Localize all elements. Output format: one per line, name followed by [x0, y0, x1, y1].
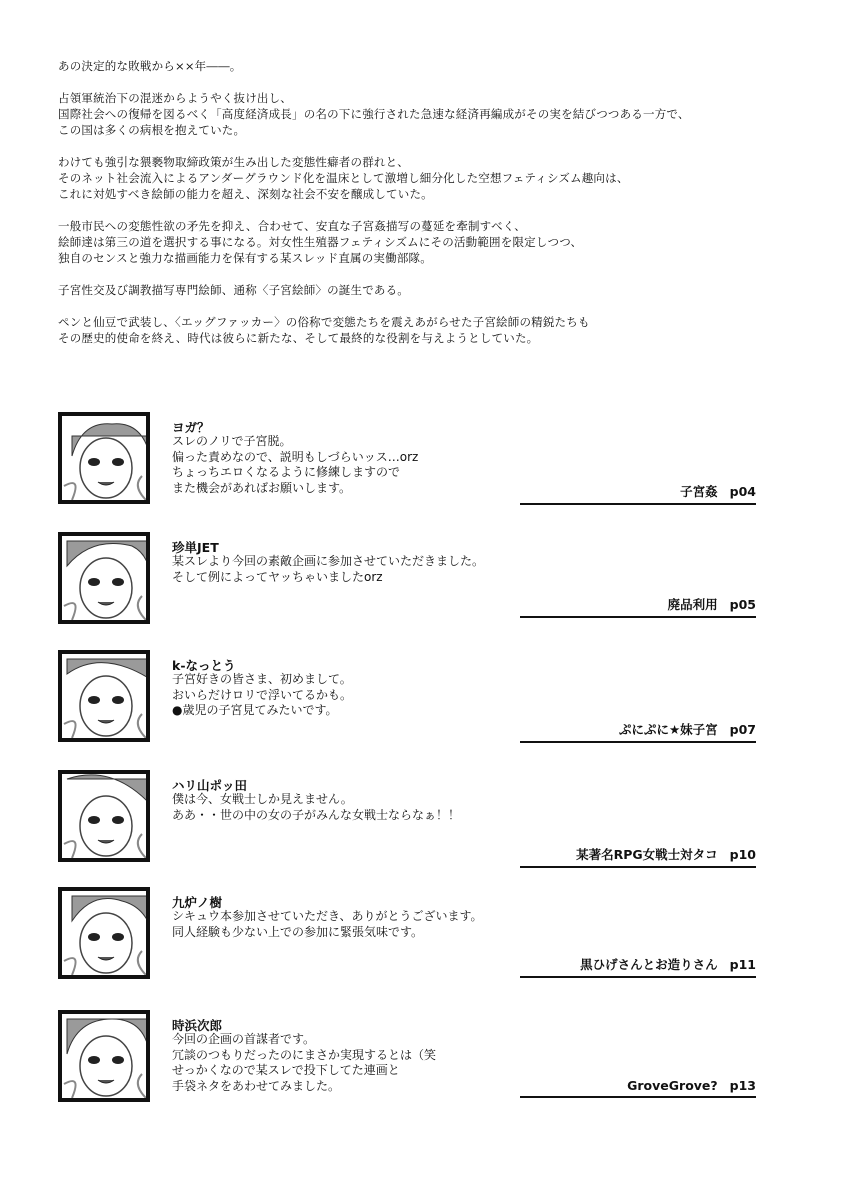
author-name: 珍単JET — [172, 540, 219, 555]
page-number: p04 — [729, 484, 756, 499]
comment-line: おいらだけロリで浮いてるかも。 — [172, 687, 353, 702]
intro-line: 絵師達は第三の道を選択する事になる。対女性生殖器フェティシズムにその活動範囲を限定しつつ、 — [58, 235, 583, 249]
intro-paragraph — [58, 218, 798, 266]
intro-line: あの決定的な敗戦から××年――。 — [58, 59, 242, 73]
intro-line: 子宮性交及び調教描写専門絵師、通称〈子宮絵師〉の誕生である。 — [58, 283, 409, 297]
work-title: ぷにぷに★妹子宮 — [618, 722, 718, 737]
author-comment — [172, 554, 484, 585]
intro-line: その歴史的使命を終え、時代は彼らに新たな、そして最終的な役割を与えようとしていた。 — [58, 331, 539, 345]
comment-line: また機会があればお願いします。 — [172, 480, 352, 495]
work-title-row — [520, 595, 756, 618]
author-comment — [172, 792, 460, 823]
page-number: p10 — [729, 847, 756, 862]
author-name: ハリ山ポッ田 — [172, 778, 248, 793]
page-number: p07 — [729, 722, 756, 737]
author-name: 時浜次郎 — [172, 1018, 223, 1033]
comment-line: スレのノリで子宮脱。 — [172, 434, 292, 448]
comment-line: 子宮好きの皆さま、初めまして。 — [172, 672, 352, 686]
page-number: p05 — [729, 597, 756, 612]
comment-line: 某スレより今回の素敵企画に参加させていただきました。 — [172, 554, 485, 568]
work-title: 子宮姦 — [680, 484, 718, 499]
intro-line: 一般市民への変態性欲の矛先を抑え、合わせて、安直な子宮姦描写の蔓延を牽制すべく、 — [58, 219, 526, 233]
contributor-entry — [58, 1010, 758, 1106]
author-comment — [172, 909, 483, 940]
author-name: ヨガ？ — [172, 420, 210, 435]
intro-paragraph — [58, 58, 798, 74]
work-title-row — [520, 955, 756, 978]
comment-line: ああ・・世の中の女の子がみんな女戦士ならなぁ！！ — [172, 807, 461, 822]
intro-line: ペンと仙豆で武装し、〈エッグファッカー〉の俗称で変態たちを震えあがらせた子宮絵師の精鋭たちも — [58, 315, 590, 329]
work-title: 某著名RPG女戦士対タコ — [576, 847, 718, 862]
author-portrait — [58, 412, 150, 504]
contributor-entry — [58, 887, 758, 983]
author-name: 九炉ノ樹 — [172, 895, 223, 910]
page-number: p13 — [729, 1078, 756, 1093]
author-comment — [172, 672, 352, 719]
intro-line: そのネット社会流入によるアンダーグラウンド化を温床として激増し細分化した空想フェティシズム趣向は、 — [58, 171, 629, 185]
intro-line: 国際社会への復帰を図るべく「高度経済成長」の名の下に強行された急速な経済再編成がその実を結びつつある一方で、 — [58, 107, 690, 121]
comment-line: 偏った責めなので、説明もしづらいッス…orz — [172, 449, 419, 464]
comment-line: 僕は今、女戦士しか見えません。 — [172, 792, 353, 806]
contributor-entry — [58, 412, 758, 508]
author-comment — [172, 1032, 436, 1094]
author-name: k-なっとう — [172, 658, 236, 673]
work-title: GroveGrove? — [627, 1078, 718, 1093]
comment-line: シキュウ本参加させていただき、ありがとうございます。 — [172, 909, 483, 923]
contributor-entry — [58, 770, 758, 866]
comment-line: せっかくなので某スレで投下してた連画と — [172, 1063, 400, 1077]
author-portrait — [58, 532, 150, 624]
comment-line: 冗談のつもりだったのにまさか実現するとは（笑 — [172, 1047, 437, 1062]
comment-line: 同人経験も少ない上での参加に緊張気味です。 — [172, 924, 424, 939]
work-title-row — [520, 720, 756, 743]
author-portrait — [58, 770, 150, 862]
comment-line: 手袋ネタをあわせてみました。 — [172, 1078, 341, 1093]
comment-line: ちょっちエロくなるように修練しますので — [172, 465, 401, 479]
intro-paragraph — [58, 154, 798, 202]
work-title-row — [520, 482, 756, 505]
author-comment — [172, 434, 418, 496]
intro-text — [58, 58, 798, 362]
author-portrait — [58, 1010, 150, 1102]
comment-line: 今回の企画の首謀者です。 — [172, 1032, 316, 1046]
work-title: 廃品利用 — [667, 597, 718, 612]
intro-line: これに対処すべき絵師の能力を超え、深刻な社会不安を醸成していた。 — [58, 187, 433, 201]
author-portrait — [58, 650, 150, 742]
work-title-row — [520, 1078, 756, 1098]
intro-line: 占領軍統治下の混迷からようやく抜け出し、 — [58, 91, 292, 105]
contributor-entry — [58, 650, 758, 746]
intro-paragraph — [58, 90, 798, 138]
work-title: 黒ひげさんとお造りさん — [580, 957, 718, 972]
intro-paragraph — [58, 314, 798, 346]
contributor-entry — [58, 532, 758, 628]
intro-line: わけても強引な猥褻物取締政策が生み出した変態性癖者の群れと、 — [58, 155, 409, 169]
page-number: p11 — [729, 957, 756, 972]
comment-line: ●歳児の子宮見てみたいです。 — [172, 703, 338, 717]
comment-line: そして例によってヤッちゃいましたorz — [172, 569, 383, 584]
work-title-row — [520, 845, 756, 868]
author-portrait — [58, 887, 150, 979]
intro-line: 独自のセンスと強力な描画能力を保有する某スレッド直属の実働部隊。 — [58, 251, 432, 265]
intro-paragraph — [58, 282, 798, 298]
intro-line: この国は多くの病根を抱えていた。 — [58, 123, 246, 137]
